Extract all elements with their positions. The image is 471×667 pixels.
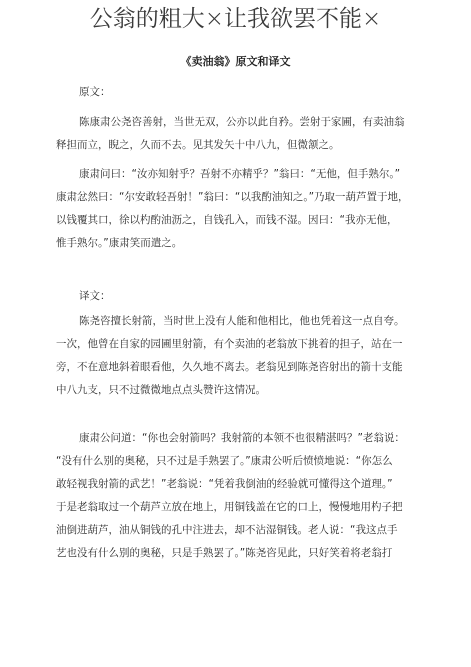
text-line: 中八九支，只不过微微地点点头赞许这情况。 xyxy=(56,384,266,396)
text-line: 一次，他曾在自家的园圃里射箭，有个卖油的老翁放下挑着的担子，站在一 xyxy=(56,338,403,350)
text-line: 旁，不在意地斜着眼看他，久久地不离去。老翁见到陈尧咨射出的箭十支能 xyxy=(56,361,403,373)
text-line: “没有什么别的奥秘，只不过是手熟罢了。”康肃公听后愤愤地说：“你怎么 xyxy=(56,455,393,467)
text-line: 释担而立，睨之，久而不去。见其发矢十中八九，但微颔之。 xyxy=(56,139,340,151)
original-paragraph-1 xyxy=(56,111,418,157)
text-line: 于是老翁取过一个葫芦立放在地上，用铜钱盖在它的口上，慢慢地用杓子把 xyxy=(56,501,403,513)
original-text-label: 原文： xyxy=(79,86,111,98)
text-line: 陈尧咨擅长射箭，当时世上没有人能和他相比，他也凭着这一点自夸。 xyxy=(79,315,405,327)
overlay-title: 公翁的粗大×让我欲罢不能× xyxy=(89,6,382,32)
translation-label: 译文： xyxy=(79,290,111,302)
text-line: 艺也没有什么别的奥秘，只是手熟罢了。”陈尧咨见此，只好笑着将老翁打 xyxy=(56,547,393,559)
text-line: 康肃忿然曰：“尔安敢轻吾射！”翁曰：“以我酌油知之。”乃取一葫芦置于地， xyxy=(56,191,409,203)
translation-paragraph-2 xyxy=(56,427,418,565)
text-line: 康肃公问道：“你也会射箭吗？我射箭的本领不也很精湛吗？”老翁说： xyxy=(79,432,405,444)
text-line: 康肃问曰：“汝亦知射乎？吾射不亦精乎？”翁曰：“无他，但手熟尔。” xyxy=(79,168,401,180)
text-line: 以钱覆其口，徐以杓酌油沥之，自钱孔入，而钱不湿。因曰：“我亦无他， xyxy=(56,214,398,226)
original-paragraph-2 xyxy=(56,163,418,255)
text-line: 陈康肃公尧咨善射，当世无双，公亦以此自矜。尝射于家圃，有卖油翁 xyxy=(79,116,405,128)
translation-paragraph-1 xyxy=(56,310,418,402)
document-title: 《卖油翁》原文和译文 xyxy=(180,55,291,68)
text-line: 惟手熟尔。”康肃笑而遣之。 xyxy=(56,237,183,249)
text-line: 敢轻视我射箭的武艺！”老翁说：“凭着我倒油的经验就可懂得这个道理。” xyxy=(56,478,393,490)
text-line: 油倒进葫芦，油从铜钱的孔中注进去，却不沾湿铜钱。老人说：“我这点手 xyxy=(56,524,398,536)
